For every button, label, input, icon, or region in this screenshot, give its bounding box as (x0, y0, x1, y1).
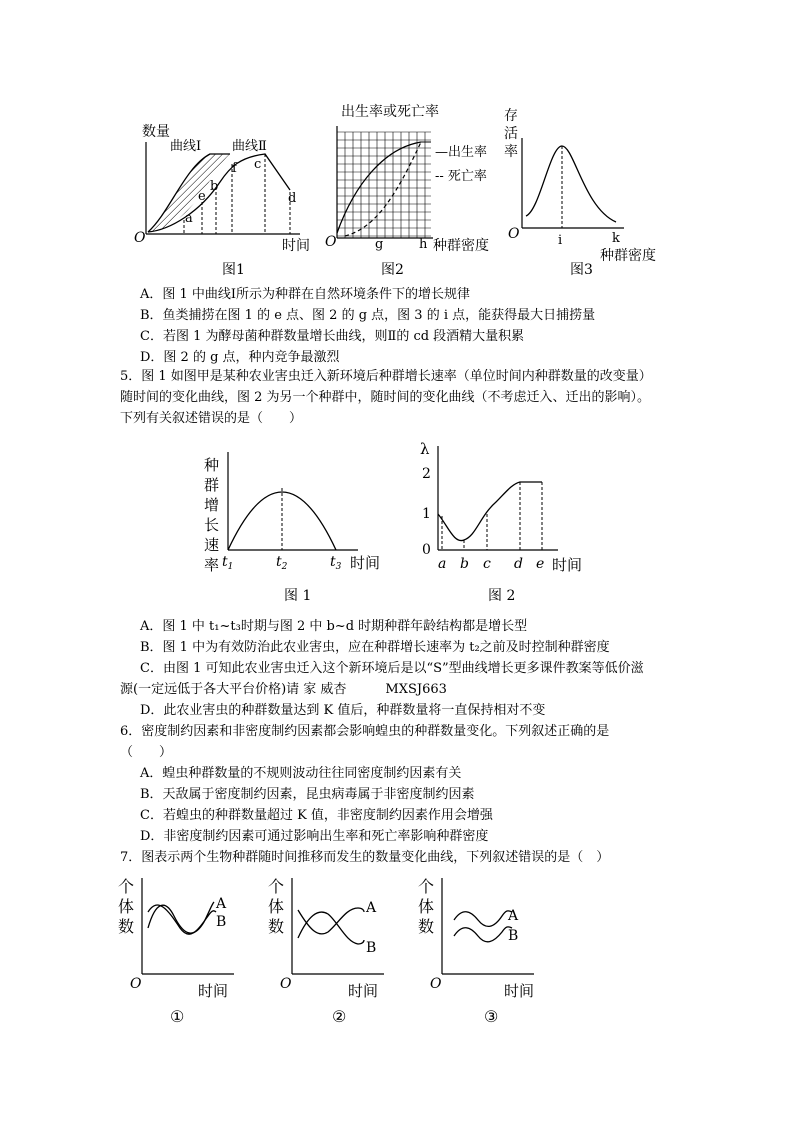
q5-fig2-y2: 2 (422, 466, 431, 482)
q7-fig3-xlabel: 时间 (504, 982, 535, 1000)
q7-fig1-ylabel-1: 个 (118, 877, 135, 896)
fig2-ylabel: 出生率或死亡率 (341, 104, 439, 120)
fig1-label-curve2: 曲线Ⅱ (232, 139, 267, 154)
q7-fig2-ylabel-1: 个 (268, 877, 285, 896)
q5-option-b: B．图 1 中为有效防治此农业害虫，应在种群增长速率为 t₂之前及时控制种群密度 (140, 640, 610, 655)
q5-fig1-ylabel-6: 率 (204, 556, 220, 574)
q7-fig3-origin: O (430, 976, 442, 992)
q7-fig1-label-b: B (216, 914, 227, 930)
fig2-xlabel: 种群密度 (433, 238, 489, 254)
fig3-caption: 图3 (570, 262, 593, 278)
q4-option-d: D．图 2 的 g 点，种内竞争最激烈 (140, 350, 340, 365)
fig3-tick-k: k (612, 231, 620, 246)
q7-fig3-label-a: A (508, 908, 519, 924)
q5-stem-3: 下列有关叙述错误的是（ ） (120, 411, 303, 426)
q7-fig2-caption: ② (332, 1007, 347, 1026)
q5-fig2-xlabel: 时间 (552, 556, 583, 574)
q5-stem-2: 随时间的变化曲线，图 2 为另一个种群中，随时间的变化曲线（不考虑迁入、迁出的影响）。 (120, 390, 651, 405)
fig1-ylabel: 数量 (142, 124, 170, 140)
q7-stem: 7．图表示两个生物种群随时间推移而发生的数量变化曲线，下列叙述错误的是（ ） (120, 850, 610, 865)
q7-fig2-label-b: B (366, 940, 377, 956)
fig2-legend-birth: —出生率 (435, 145, 488, 160)
fig1-point-d: d (288, 191, 297, 206)
q7-fig3-ylabel-2: 体 (418, 897, 435, 916)
q7-fig2-ylabel-3: 数 (268, 917, 285, 936)
fig3-ylabel-2: 活 (504, 126, 518, 142)
q5-fig2-c: c (483, 556, 491, 572)
fig2-grid (337, 132, 431, 238)
fig1-label-curve1: 曲线Ⅰ (170, 139, 202, 154)
fig1-point-b: b (210, 179, 219, 194)
figure-1-growth-curves (130, 112, 315, 282)
q7-figure-2 (262, 872, 412, 1032)
q7-fig2-ylabel-2: 体 (268, 897, 285, 916)
figure-3-survival-rate (500, 98, 670, 282)
fig1-origin: O (134, 230, 146, 246)
q5-fig1-t3: $t_3$ (330, 554, 342, 572)
fig2-origin: O (325, 234, 337, 250)
q5-fig1-t1: $t_1$ (222, 554, 234, 572)
fig2-tick-h: h (419, 237, 428, 252)
q7-fig1-ylabel-2: 体 (118, 897, 135, 916)
q7-figure-3 (412, 872, 562, 1032)
q7-fig3-ylabel-1: 个 (418, 877, 435, 896)
fig2-tick-g: g (375, 237, 384, 252)
fig3-xlabel: 种群密度 (600, 248, 656, 264)
q7-fig1-caption: ① (170, 1007, 185, 1026)
fig3-ylabel-3: 率 (504, 144, 518, 160)
q6-option-d: D．非密度制约因素可通过影响出生率和死亡率影响种群密度 (140, 829, 489, 844)
q6-stem-2: （ ） (120, 745, 173, 760)
fig3-ylabel-1: 存 (504, 108, 518, 124)
q7-fig1-xlabel: 时间 (198, 982, 229, 1000)
q7-fig1-ylabel-3: 数 (118, 917, 135, 936)
q5-fig2-caption: 图 2 (488, 588, 516, 604)
q7-fig3-curve-a (454, 911, 512, 927)
q5-fig1-caption: 图 1 (284, 588, 312, 604)
fig2-caption: 图2 (381, 262, 404, 278)
q5-fig2-b: b (460, 556, 469, 572)
fig1-point-e: e (198, 189, 206, 204)
q5-option-c: C．由图 1 可知此农业害虫迁入这个新环境后是以“S”型曲线增长更多课件教案等低价滋 (140, 661, 644, 676)
q7-fig3-ylabel-3: 数 (418, 917, 435, 936)
figure-2-birth-death-rate (325, 98, 505, 282)
q7-fig2-xlabel: 时间 (348, 982, 379, 1000)
q7-fig3-curve-b (454, 927, 512, 942)
q7-fig1-origin: O (130, 976, 142, 992)
q5-fig1-t2: $t_2$ (276, 554, 288, 572)
q5-figure-1-growth-rate (198, 438, 388, 608)
fig1-point-a: a (185, 211, 193, 226)
fig1-xlabel: 时间 (282, 238, 310, 254)
q5-option-d: D．此农业害虫的种群数量达到 K 值后，种群数量将一直保持相对不变 (140, 703, 546, 718)
q7-figure-1 (112, 872, 262, 1032)
q5-option-c-cont: 源(一定远低于各大平台价格)请 家 威杏 MXSJ663 (120, 682, 447, 697)
q7-fig3-caption: ③ (484, 1007, 499, 1026)
fig3-origin: O (508, 226, 520, 242)
q6-option-b: B．天敌属于密度制约因素，昆虫病毒属于非密度制约因素 (140, 787, 475, 802)
fig2-birth-curve (337, 142, 421, 233)
q7-fig1-label-a: A (216, 896, 227, 912)
fig1-caption: 图1 (222, 262, 245, 278)
fig2-legend-death: -- 死亡率 (435, 169, 487, 184)
q4-option-c: C．若图 1 为酵母菌种群数量增长曲线，则Ⅱ的 cd 段酒精大量积累 (140, 329, 525, 344)
q5-fig1-ylabel-4: 长 (204, 516, 220, 534)
q5-fig1-ylabel-1: 种 (204, 456, 220, 474)
q4-option-a: A．图 1 中曲线Ⅰ所示为种群在自然环境条件下的增长规律 (140, 287, 471, 302)
q5-fig1-ylabel-3: 增 (204, 496, 220, 514)
q4-option-b: B．鱼类捕捞在图 1 的 e 点、图 2 的 g 点，图 3 的 i 点，能获得最大日捕捞量 (140, 308, 596, 323)
q6-option-c: C．若蝗虫的种群数量超过 K 值，非密度制约因素作用会增强 (140, 808, 493, 823)
q5-fig2-ylabel: λ (420, 440, 430, 458)
q7-fig2-curve-b (298, 912, 364, 944)
q6-option-a: A．蝗虫种群数量的不规则波动往往同密度制约因素有关 (140, 766, 462, 781)
fig3-tick-i: i (558, 233, 563, 248)
q5-fig1-ylabel-2: 群 (204, 476, 220, 494)
q5-figure-2-lambda (418, 436, 598, 608)
q7-fig2-label-a: A (366, 900, 377, 916)
q6-stem-1: 6．密度制约因素和非密度制约因素都会影响蝗虫的种群数量变化。下列叙述正确的是 (120, 724, 610, 739)
q5-fig1-xlabel: 时间 (350, 554, 381, 572)
q5-fig2-d: d (514, 556, 523, 572)
q7-fig1-curve-b (148, 905, 216, 934)
q5-fig1-ylabel-5: 速 (204, 536, 220, 554)
fig1-point-f: f (232, 161, 237, 176)
q5-fig2-e: e (536, 556, 545, 572)
q5-stem-1: 5．图 1 如图甲是某种农业害虫迁入新环境后种群增长速率（单位时间内种群数量的改变量） (120, 369, 652, 384)
q5-option-a: A．图 1 中 t₁~t₃时期与图 2 中 b~d 时期种群年龄结构都是增长型 (140, 619, 528, 634)
fig3-survival-curve (526, 146, 616, 222)
q7-fig3-label-b: B (508, 928, 519, 944)
fig1-point-c: c (254, 157, 262, 172)
q5-fig2-y0: 0 (422, 542, 431, 558)
q5-fig2-curve (438, 482, 542, 541)
q7-fig2-origin: O (280, 976, 292, 992)
q5-fig2-a: a (438, 556, 447, 572)
q5-fig2-y1: 1 (422, 506, 431, 522)
